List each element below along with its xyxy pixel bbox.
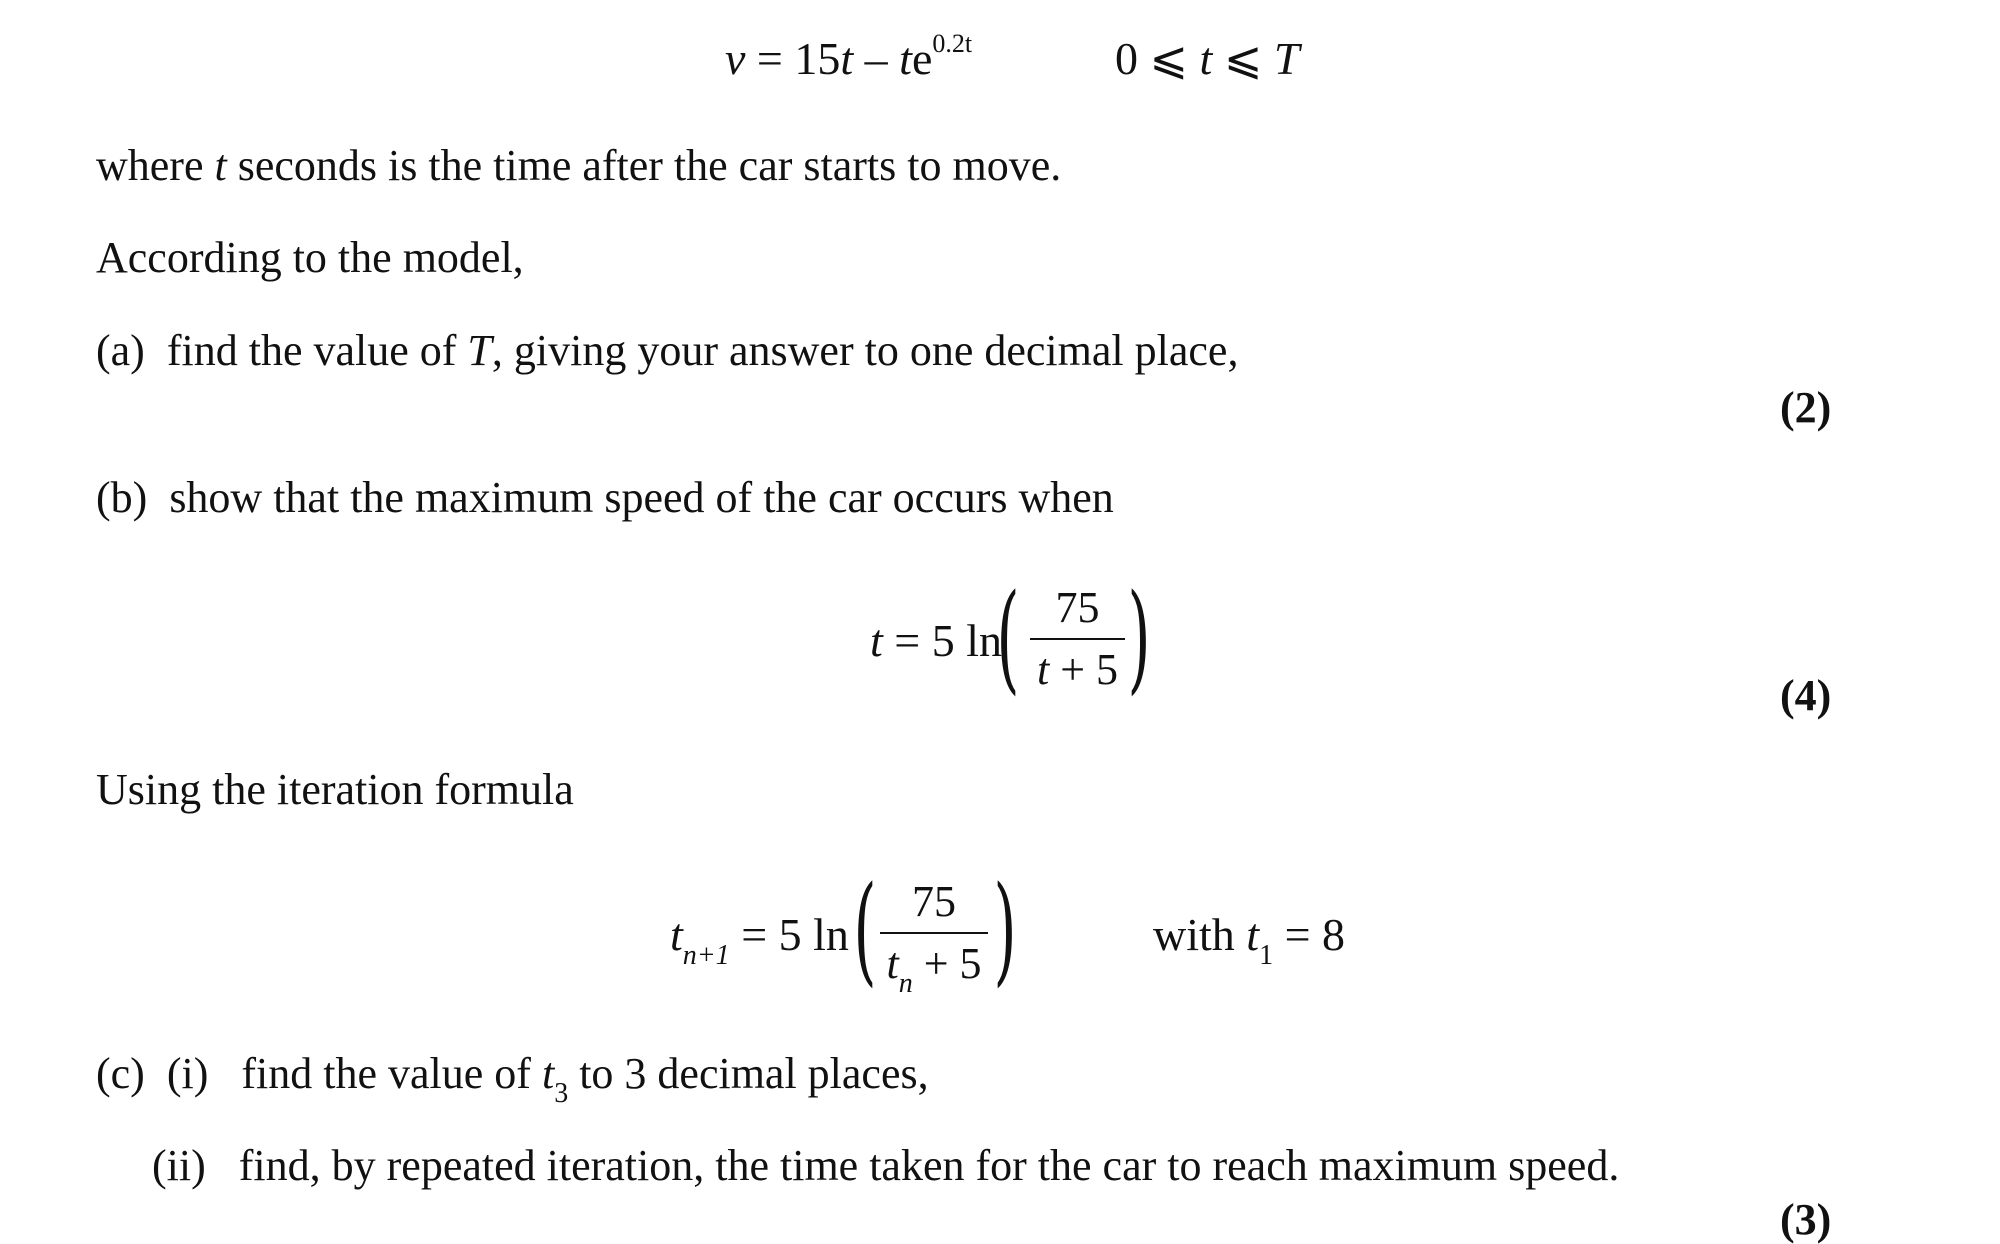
part-c-i: (c) (i) find the value of $t_3$ to 3 decimal places,	[96, 1049, 929, 1109]
part-c-ii-label: (ii)	[152, 1141, 206, 1190]
part-c-ii: (ii) find, by repeated iteration, the time taken for the car to reach maximum speed.	[152, 1141, 1620, 1190]
part-b: (b) show that the maximum speed of the car occurs when	[96, 473, 1114, 522]
equation-iteration: $t_{n+1} = 5$ ln	[670, 909, 849, 972]
with-t1-equals-8: with $t_1 = 8$	[1153, 909, 1346, 972]
fraction-bar	[1030, 638, 1125, 640]
fraction-numerator: 75	[1055, 583, 1100, 632]
right-paren: )	[1127, 568, 1151, 706]
para-according: According to the model,	[96, 233, 524, 282]
part-b-label: (b)	[96, 473, 148, 522]
fraction-bar	[880, 932, 988, 934]
part-c-i-label: (i)	[166, 1049, 209, 1098]
part-a: (a) find the value of T, giving your answer to one decimal place,	[96, 326, 1239, 375]
marks-b: (4)	[1780, 671, 1832, 720]
part-a-label: (a)	[96, 326, 145, 375]
para-where: where t seconds is the time after the car starts to move.	[96, 141, 1062, 190]
fraction-75-over-tn-plus-5	[880, 877, 988, 999]
left-paren: (	[996, 568, 1020, 706]
fraction-denominator: $t_n + 5$	[886, 939, 982, 999]
marks-c: (3)	[1780, 1195, 1832, 1244]
equation-max-speed: t = 5 ln	[870, 615, 1003, 666]
equation-range: 0 ⩽ t ⩽ T	[1115, 33, 1300, 84]
fraction-75-over-t-plus-5	[1030, 583, 1125, 694]
fraction-denominator: t + 5	[1036, 645, 1119, 694]
subscript-n-plus-1: n+1	[682, 940, 730, 972]
part-c-label: (c)	[96, 1049, 145, 1098]
var-v: v	[725, 33, 746, 84]
equation-velocity: $v = 15t - te^{0.2t}$	[725, 28, 973, 84]
right-paren-iter: )	[993, 860, 1017, 998]
left-paren-iter: (	[853, 860, 877, 998]
marks-a: (2)	[1780, 383, 1832, 432]
fraction-numerator: 75	[912, 877, 956, 926]
para-iteration: Using the iteration formula	[96, 765, 574, 814]
exponent: 0.2t	[932, 28, 973, 58]
